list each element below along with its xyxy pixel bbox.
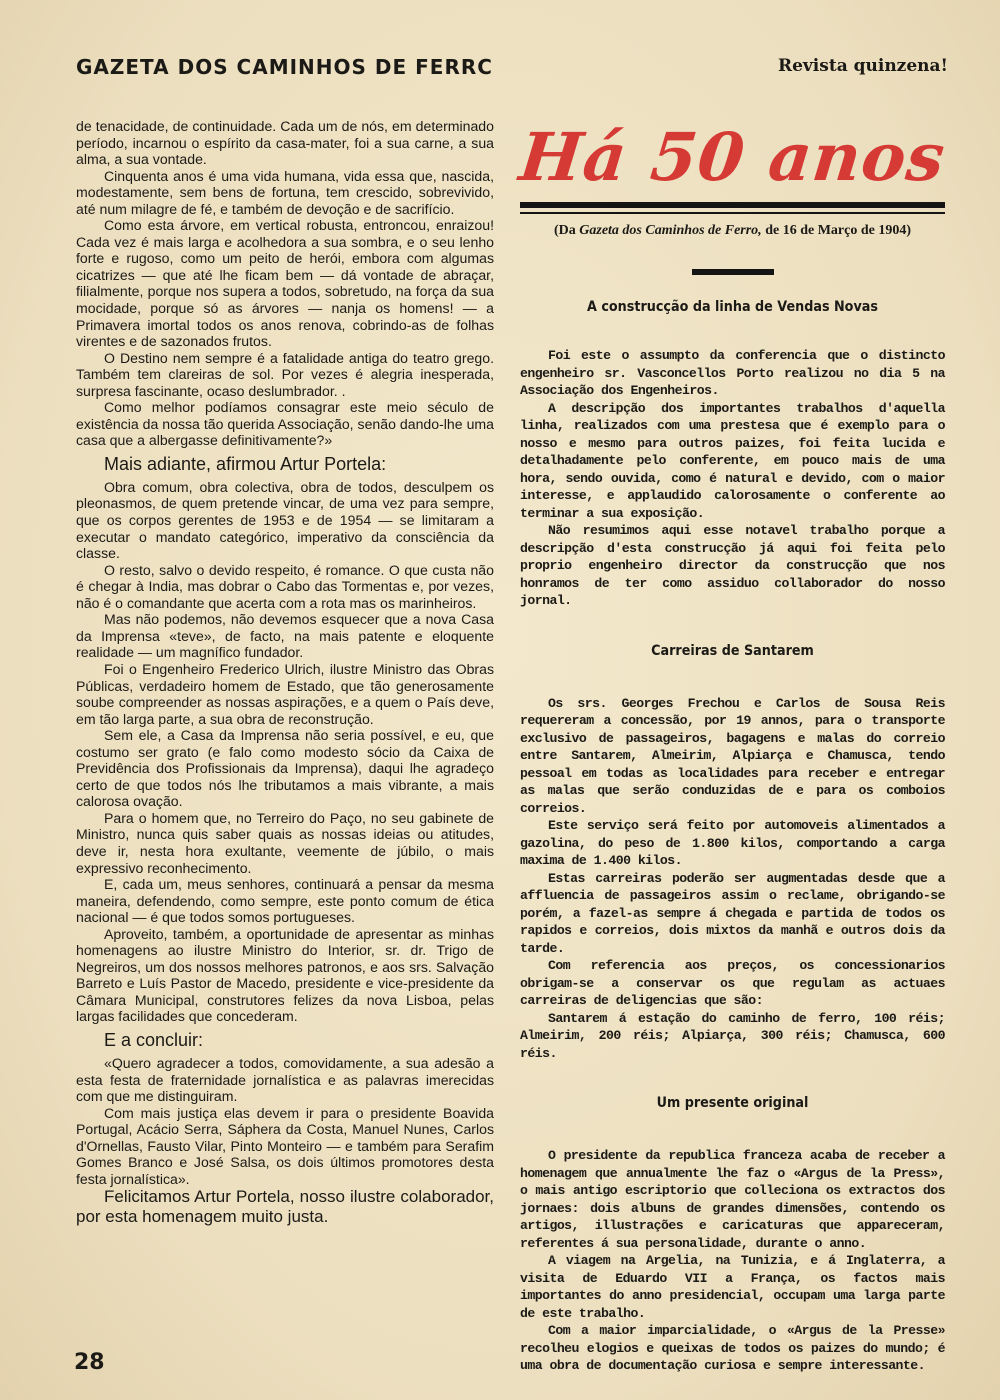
article-paragraph: Com referencia aos preços, os concessionarios obrigam-se a conservar os que regulam as actuaes carreiras de deligencias que são: [520,958,945,1008]
article-paragraph: Com a maior imparcialidade, o «Argus de la Presse» recolheu elogios e queixas de todos os paizes do mundo; é uma obra de documentação curiosa e sempre interessante. [520,1323,945,1373]
section-title: Há 50 anos [515,118,950,196]
article-heading: A construcção da linha de Vendas Novas [586,299,879,315]
article-paragraph: Os srs. Georges Frechou e Carlos de Sousa Reis requereram a concessão, por 19 annos, para o transporte exclusivo de passageiros, bagagens e malas do correio entre Santarem, Almeirim, Alpiarça e Chamusca, tendo pessoal em todas as localidades para receber e entregar as malas que serão conduzidas de e para os comboios correios. [520,695,945,816]
article-paragraph: E, cada um, meus senhores, continuará a pensar da mesma maneira, defendendo, como sempre, este ponto comum de ética nacional — é que todos somos portugueses. [76,876,494,926]
title-rule-thin [520,212,945,214]
article-paragraph: Como esta árvore, em vertical robusta, entroncou, enraizou! Cada vez é mais larga e acolhedora a sua sombra, e o seu lenho forte e rugoso, como um peito de herói, embora com algumas cicatrizes — que até lhe ficam bem — dá vontade de abraçar, filialmente, porque nos supera a todos, sobretudo, na força da sua mocidade, porque só as árvores — nanja os homens! — a Primavera imortal todos os anos renova, cobrindo-as de folhas virentes e de sazonados frutos. [76,217,494,350]
article-paragraph: O resto, salvo o devido respeito, é romance. O que custa não é chegar à India, mas dobrar o Cabo das Tormentas e, por vezes, não é o comandante que acerta com a rota mas os marinheiros. [76,561,494,611]
article-paragraph: A viagem na Argelia, na Tunizia, e á Inglaterra, a visita de Eduardo VII a França, os factos mais importantes do anno presidencial, occupam uma larga parte de este trabalho. [520,1253,945,1321]
magazine-title: GAZETA DOS CAMINHOS DE FERRC [76,55,493,79]
article-paragraph: O presidente da republica franceza acaba de receber a homenagem que annualmente lhe faz o «Argus de la Press», o mais antigo escriptorio que colleciona os extractos dos jornaes: dois albuns de grandes dimensões, contendo os artigos, illustrações e caricaturas que appareceram, referentes á sua personalidade, durante o anno. [520,1148,945,1251]
article-paragraph: Cinquenta anos é uma vida humana, vida essa que, nascida, modestamente, sem bens de fortuna, tem crescido, sobrevivido, até num milagre de fé, e também de devoção e de sacrifício. [76,167,494,217]
article-paragraph: O Destino nem sempre é a fatalidade antiga do teatro grego. Também tem clareiras de sol. Por vezes é alegria inesperada, surpresa fascinante, ocaso deslumbrador. . [76,349,494,399]
article-paragraph: Foi este o assumpto da conferencia que o distincto engenheiro sr. Vasconcellos Porto realizou no dia 5 na Associação dos Engenheiros. [520,348,945,398]
section-intro: Mais adiante, afirmou Artur Portela: [104,453,387,474]
article-paragraph: de tenacidade, de continuidade. Cada um de nós, em determinado período, incarnou o espírito da casa-mater, foi a sua carne, a sua alma, a sua vontade. [76,118,494,168]
right-column [515,118,950,1375]
article-paragraph: Para o homem que, no Terreiro do Paço, no seu gabinete de Ministro, nunca quis saber quais as nossas ideias ou atitudes, deve ir, nesta hora exultante, veemente de júbilo, o mais expressivo reconhecimento. [76,809,494,876]
article-paragraph: Foi o Engenheiro Frederico Ulrich, ilustre Ministro das Obras Públicas, verdadeiro homem de Estado, que tão generosamente soube compreender as nossas aspirações, e a quem o País deve, em tão larga parte, a sua obra de reconstrução. [76,660,494,727]
article-paragraph: Este serviço será feito por automoveis alimentados a gazolina, do peso de 1.800 kilos, comportando a carga maxima de 1.400 kilos. [520,818,945,868]
article-paragraph: Aproveito, também, a oportunidade de apresentar as minhas homenagens ao ilustre Ministro do Interior, sr. dr. Trigo de Negreiros, um dos nossos melhores patronos, e aos srs. Salvação Barreto e Luís Pastor de Macedo, presidente e vice-presidente da Câmara Municipal, construtores felizes da nova Lisboa, pelas largas facilidades que concederam. [76,925,494,1025]
article-paragraph: Obra comum, obra colectiva, obra de todos, desculpem os pleonasmos, de quem pretende vincar, de uma vez para sempre, que os corpos gerentes de 1953 e de 1954 — se limitaram a executar o mandato categórico, imperativo da consciência da classe. [76,478,494,562]
article-paragraph: Não resumimos aqui esse notavel trabalho porque a descripção d'esta construcção já aqui foi feita pelo proprio engenheiro director da construcção que nos honramos de ter como assiduo collaborador do nosso jornal. [520,523,945,608]
section-intro: E a concluir: [104,1029,204,1050]
article-paragraph: A descripção dos importantes trabalhos d'aquella linha, realizados com uma prestesa que é exemplo para o nosso e mesmo para outros paizes, foi feita lucida e detalhadamente pelo conferente, em pouco mais de uma hora, sendo ouvida, como é natural e devido, com o maior interesse, e applaudido calorosamente o conferente ao terminar a sua exposição. [520,400,945,521]
closing-paragraph: Felicitamos Artur Portela, nosso ilustre colaborador, por esta homenagem muito justa. [76,1187,494,1227]
article-paragraph: Santarem á estação do caminho de ferro, 100 réis; Almeirim, 200 réis; Alpiarça, 300 réis; Chamusca, 600 réis. [520,1010,945,1061]
source-note: (Da Gazeta dos Caminhos de Ferro, de 16 de Março de 1904) [553,223,911,238]
article-paragraph: Estas carreiras poderão ser augmentadas desde que a affluencia de passageiros assim o reclame, obrigando-se porém, a fazel-as sempre á chegada e partida de todos os rapidos e correios, dois mixtos da manhã e outros dois da tarde. [520,870,945,956]
magazine-frequency: Revista quinzena! [777,56,948,76]
page-number: 28 [74,1350,105,1375]
divider-rule [692,269,774,275]
article-heading: Carreiras de Santarem [651,642,814,659]
article-paragraph: Sem ele, a Casa da Imprensa não seria possível, e eu, que costumo ser grato (e falo como modesto sócio da Caixa de Previdência dos Profissionais da Imprensa), daqui lhe agradeço certo de que todos nós lhe tributamos a mais vibrante, a mais calorosa ovação. [76,727,494,810]
title-rule-thick [520,202,945,208]
article-paragraph: Com mais justiça elas devem ir para o presidente Boavida Portugal, Acácio Serra, Sáphera da Costa, Manuel Nunes, Carlos d'Ornellas, Fausto Vilar, Pinto Monteiro — e também para Serafim Gomes Branco e José Salsa, os dois últimos promotores desta festa jornalística». [76,1104,494,1187]
article-paragraph: «Quero agradecer a todos, comovidamente, a sua adesão a esta festa de fraternidade jornalística e as palavras imerecidas com que me distinguiram. [76,1054,494,1105]
article-paragraph: Como melhor podíamos consagrar este meio século de existência da nossa tão querida Associação, senão dando-lhe uma casa que a albergasse definitivamente?» [76,399,494,449]
article-heading: Um presente original [656,1095,809,1111]
left-column [76,118,494,1227]
article-paragraph: Mas não podemos, não devemos esquecer que a nova Casa da Imprensa «teve», de facto, na mais patente e eloquente realidade — um magnífico fundador. [76,611,494,661]
